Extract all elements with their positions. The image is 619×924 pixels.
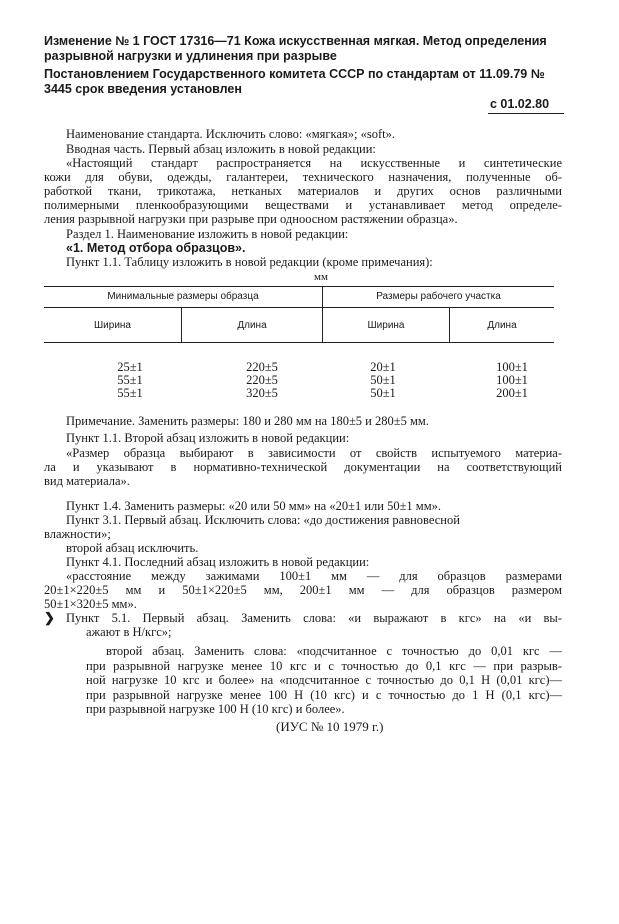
table-cell: 55±1 bbox=[117, 386, 143, 400]
header-width-2: Ширина bbox=[367, 320, 405, 331]
table-cell: 220±5 bbox=[246, 373, 278, 387]
change-title: Изменение № 1 ГОСТ 17316—71 Кожа искусственная мягкая. Метод определения разрывной нагрузки и удлинения при разрыве bbox=[44, 34, 547, 63]
para-section-1: Раздел 1. Наименование изложить в новой редакции: bbox=[66, 227, 349, 241]
table-cell: 320±5 bbox=[246, 386, 278, 400]
size-line-2: ла и указывают в нормативно-технической документации на соответствующий bbox=[44, 460, 562, 474]
bullet-marker-icon: ❯ bbox=[44, 610, 55, 625]
precision-line-2: при разрывной нагрузке менее 10 кгс и с точностью до 0,1 кгс — при разрыв- bbox=[86, 659, 562, 673]
table-mid-rule bbox=[44, 307, 554, 308]
header-length-2: Длина bbox=[487, 320, 517, 331]
para-3-1-line-2: влажности»; bbox=[44, 527, 111, 541]
source-reference: (ИУС № 10 1979 г.) bbox=[276, 719, 384, 734]
scope-line-2: кожи для обуви, одежды, галантереи, технического назначения, полученные об- bbox=[44, 170, 562, 184]
precision-line-3: ной нагрузке 10 кгс и более» на «подсчитанное с точностью до 0,1 Н (0,01 кгс)— bbox=[86, 673, 562, 687]
para-intro: Вводная часть. Первый абзац изложить в новой редакции: bbox=[66, 142, 376, 156]
resolution-text: Постановлением Государственного комитета СССР по стандартам от 11.09.79 № 3445 срок введения установлен bbox=[44, 67, 545, 96]
para-table-change: Пункт 1.1. Таблицу изложить в новой редакции (кроме примечания): bbox=[66, 255, 433, 269]
para-1-1-second: Пункт 1.1. Второй абзац изложить в новой редакции: bbox=[66, 431, 350, 445]
section-1-title: «1. Метод отбора образцов». bbox=[66, 241, 246, 255]
table-cell: 50±1 bbox=[370, 373, 396, 387]
clamp-line-1: «расстояние между зажимами 100±1 мм — для образцов размерами bbox=[66, 569, 562, 583]
table-cell: 200±1 bbox=[496, 386, 528, 400]
precision-line-4: при разрывной нагрузке менее 100 Н (10 кгс) и с точностью до 1 Н (0,1 кгс)— bbox=[86, 688, 562, 702]
header-work-area: Размеры рабочего участка bbox=[376, 291, 501, 302]
table-header-bottom-rule bbox=[44, 342, 554, 343]
header-length-1: Длина bbox=[237, 320, 267, 331]
size-line-1: «Размер образца выбирают в зависимости от свойств испытуемого материа- bbox=[66, 446, 562, 460]
scope-line-3: работкой ткани, трикотажа, нетканых материалов и других основ различными bbox=[44, 184, 562, 198]
para-title-change: Наименование стандарта. Исключить слово: «мягкая»; «soft». bbox=[66, 127, 395, 141]
effective-date: с 01.02.80 bbox=[490, 97, 550, 111]
clamp-line-2: 20±1×220±5 мм и 50±1×220±5 мм, 200±1 мм — для образцов размером bbox=[44, 583, 562, 597]
precision-line-5: при разрывной нагрузке 100 Н (10 кгс) и более». bbox=[86, 702, 345, 716]
date-underline bbox=[488, 113, 564, 114]
scope-line-5: ления разрывной нагрузки при разрыве при одноосном растяжении образца». bbox=[44, 212, 458, 226]
note-sizes: Примечание. Заменить размеры: 180 и 280 мм на 180±5 и 280±5 мм. bbox=[66, 414, 429, 428]
table-unit: мм bbox=[314, 271, 328, 283]
table-top-rule bbox=[44, 286, 554, 287]
scope-line-1: «Настоящий стандарт распространяется на искусственные и синтетические bbox=[66, 156, 562, 170]
table-cell: 20±1 bbox=[370, 360, 396, 374]
size-line-3: вид материала». bbox=[44, 474, 130, 488]
header-min-dimensions: Минимальные размеры образца bbox=[107, 291, 259, 302]
para-5-1-line-1: Пункт 5.1. Первый абзац. Заменить слова: «и выражают в кгс» на «и вы- bbox=[66, 611, 562, 625]
table-cell: 100±1 bbox=[496, 373, 528, 387]
precision-line-1: второй абзац. Заменить слова: «подсчитанное с точностью до 0,01 кгс — bbox=[106, 644, 562, 658]
table-cell: 50±1 bbox=[370, 386, 396, 400]
para-4-1: Пункт 4.1. Последний абзац изложить в новой редакции: bbox=[66, 555, 370, 569]
para-3-1-second: второй абзац исключить. bbox=[66, 541, 199, 555]
para-5-1-line-2: ажают в Н/кгс»; bbox=[86, 625, 172, 639]
table-cell: 25±1 bbox=[117, 360, 143, 374]
table-cell: 100±1 bbox=[496, 360, 528, 374]
table-cell: 55±1 bbox=[117, 373, 143, 387]
header-width-1: Ширина bbox=[94, 320, 131, 331]
clamp-line-3: 50±1×320±5 мм». bbox=[44, 597, 137, 611]
table-cell: 220±5 bbox=[246, 360, 278, 374]
para-1-4: Пункт 1.4. Заменить размеры: «20 или 50 мм» на «20±1 или 50±1 мм». bbox=[66, 499, 441, 513]
scope-line-4: полимерными пленкообразующими веществами и устанавливает метод определе- bbox=[44, 198, 562, 212]
para-3-1-line-1: Пункт 3.1. Первый абзац. Исключить слова: «до достижения равновесной bbox=[66, 513, 460, 527]
